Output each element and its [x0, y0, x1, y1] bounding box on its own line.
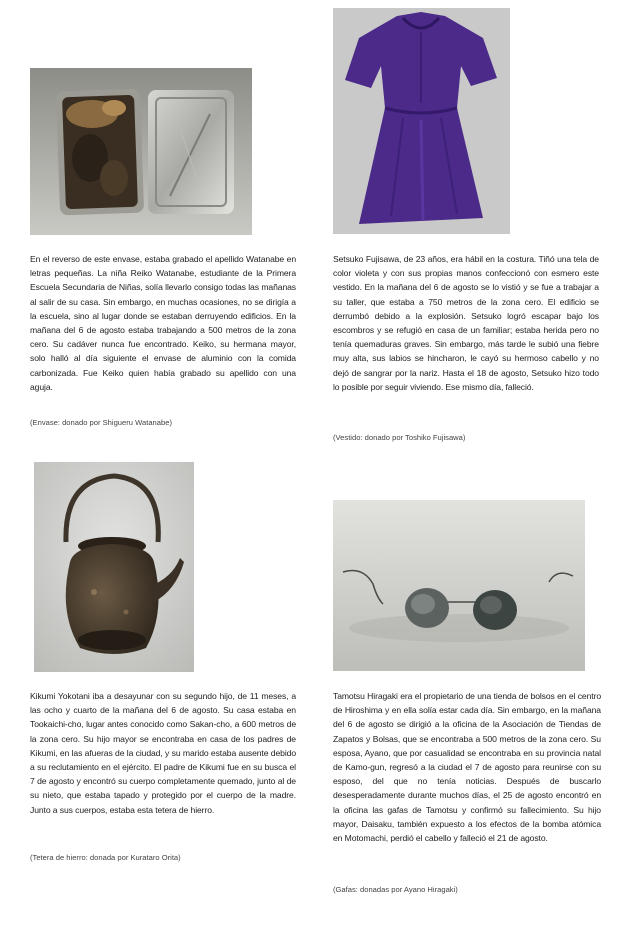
dress-credit: (Vestido: donado por Toshiko Fujisawa): [333, 433, 466, 442]
kettle-credit: (Tetera de hierro: donada por Kurataro Orita): [30, 853, 181, 862]
dress-description: Setsuko Fujisawa, de 23 años, era hábil en la costura. Tiñó una tela de color violeta y con sus propias manos confeccionó con esmero este vestido. En la mañana del 6 de agosto se lo vistió y se fue a trabajar a su taller, que estaba a 750 metros de la zona cero. El edificio se derrumbó debido a la explosión. Setsuko logró escapar bajo los escombros y se refugió en casa de un familiar; estaba herida pero no tenía quemaduras graves. Sin embargo, más tarde le subió una fiebre muy alta, sus labios se hincharon, le cayó su hermoso cabello y no dejó de sangrar por la nariz. Hasta el 18 de agosto, Setsuko hizo todo lo posible por seguir viviendo. Ese mismo día, falleció.: [333, 254, 599, 392]
lunch-box-description: En el reverso de este envase, estaba grabado el apellido Watanabe en letras pequeñas. La niña Reiko Watanabe, estudiante de la Primera Escuela Secundaria de Niñas, solía llevarlo consigo todas las mañanas al salir de su casa. Sin embargo, en muchas ocasiones, no se dirigía a la escuela, sino al lugar donde se estaban derruyendo edificios. En la mañana del 6 de agosto estaba trabajando a 500 metros de la zona cero. Su cadáver nunca fue encontrado. Keiko, su hermana mayor, solo halló al día siguiente el envase de aluminio con la comida carbonizada. Fue Keiko quien había grabado su apellido con una aguja.: [30, 254, 296, 392]
glasses-photo: [333, 500, 585, 671]
kettle-photo: [34, 462, 194, 672]
glasses-credit: (Gafas: donadas por Ayano Hiragaki): [333, 885, 458, 894]
kettle-description: Kikumi Yokotani iba a desayunar con su segundo hijo, de 11 meses, a las ocho y cuarto de la mañana del 6 de agosto. Su casa estaba en Tookaichi-cho, lugar antes conocido como Sakan-cho, a 600 metros de la zona cero. Su hijo mayor se encontraba en casa de los padres de Kikumi, en las afueras de la ciudad, y su marido estaba ausente debido a su reclutamiento en el ejército. El padre de Kikumi fue en su busca el 7 de agosto y encontró su cuerpo completamente quemado, junto al de su nieto, que estaba tapado y protegido por el cuerpo de la madre. Junto a sus cuerpos, estaba esta tetera de hierro.: [30, 691, 296, 815]
glasses-description: Tamotsu Hiragaki era el propietario de una tienda de bolsos en el centro de Hiroshima y en ella solía estar cada día. Sin embargo, en la mañana del 6 de agosto se dirigió a la oficina de la Asociación de Tiendas de Zapatos y Bolsas, que se encontraba a 500 metros de la zona cero. Su esposa, Ayano, que por casualidad se encontraba en su provincia natal de Kamo-gun, regresó a la ciudad el 7 de agosto para reunirse con su esposo, del que no tenía noticias. Después de buscarlo desesperadamente durante muchos días, el 25 de agosto encontró en la oficina las gafas de Tamotsu y confirmó su fallecimiento. Su hijo mayor, Daisaku, también expuesto a los efectos de la bomba atómica en Motomachi, perdió el cabello y falleció el 21 de agosto.: [333, 691, 601, 844]
lunch-box-photo: [30, 68, 252, 235]
lunch-box-credit: (Envase: donado por Shigueru Watanabe): [30, 418, 172, 427]
dress-photo: [333, 8, 510, 234]
